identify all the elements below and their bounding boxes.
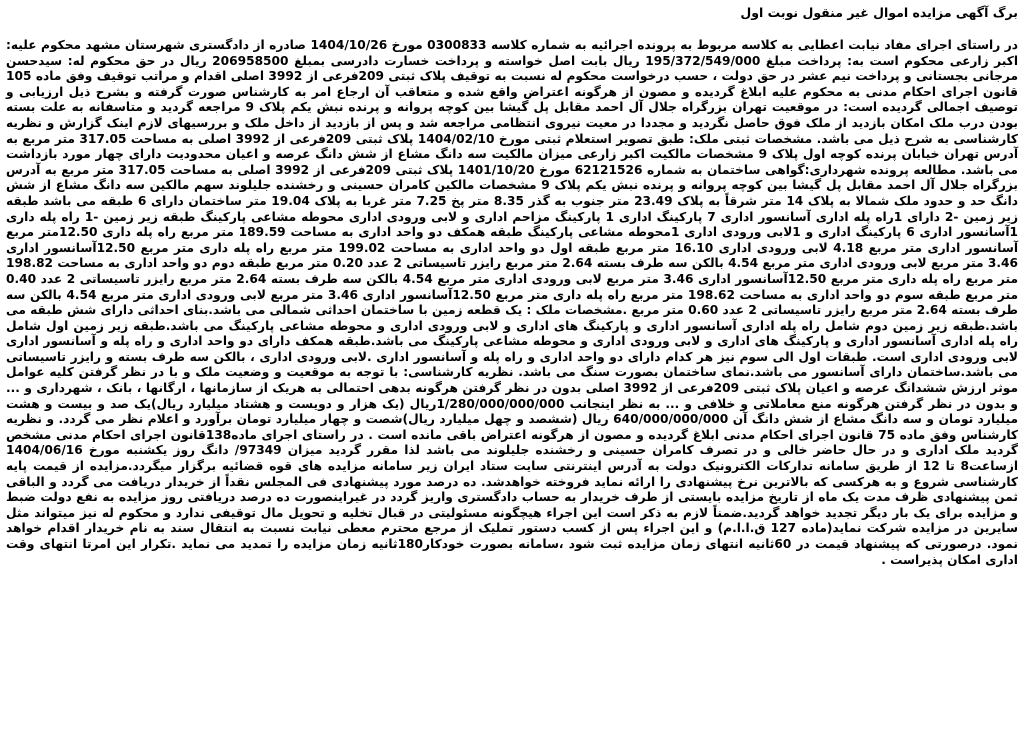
notice-body-text: در راستای اجرای مفاد نیابت اعطایی به کلاسه مربوط به پرونده اجرائیه به شماره کلاسه 0300833 مورخ 1404/10/26 صادره از دادگستری شهرستان مشهد محکوم علیه: اکبر زارعی محکوم است به: پرداخت مبلغ 195/372/549/000 ریال بابت اصل خواسته و پرداخت خسارت دادرسی بمبلغ 206958500 ریال در حق محکوم له: سیدحسن مرجانی بجستانی و پرداخت نیم عشر در حق دولت ، حسب درخواست محکوم له نسبت به توقیف پلاک ثبتی 209فرعی از 3992 اصلی اقدام و مراتب توقیف وفق ماده 105 قانون اجرای احکام مدنی به محکوم علیه ابلاغ گردیده و مصون از هرگونه اعتراض واقع شده و متعاقب آن ارجاع امر به کارشناس صورت گرفته و بشرح ذیل ارزیابی و توصیف اجمالی گردیده است: در موقعیت تهران بزرگراه جلال آل احمد مقابل پل گیشا بین کوچه پروانه و پرنده نبش یکم پلاک 9 مراجعه گردید و متاسفانه به علت بسته بودن درب ملک امکان بازدید از ملک فوق حاصل نگردید و مجددا در معیت نیروی انتظامی مراجعه شد و پس از بازدید از داخل ملک و بررسیهای لازم اینک گزارش و نظریه کارشناسی به شرح ذیل می باشد. مشخصات ثبتی ملک: طبق تصویر استعلام ثبتی مورخ 1404/02/10 پلاک ثبتی 209فرعی از 3992 اصلی به مساحت 317.05 متر مربع به آدرس تهران خیابان پرنده کوچه اول پلاک 9 مشخصات مالکیت اکبر زارعی میزان مالکیت سه دانگ مشاع از شش دانگ عرصه و اعیان محدودیت دارای چهار مورد بازداشت می باشد. مطالعه پرونده شهرداری:گواهی ساختمان به شماره 62121526 مورخ 1401/10/20 پلاک ثبتی 209فرعی از 3992 اصلی به مساحت 317.05 متر مربع به آدرس بزرگراه جلال آل احمد مقابل پل گیشا بین کوچه پروانه و پرنده نبش یکم پلاک 9 مشخصات مالکین کامران حسینی و رخشنده جلیلوند سهم مالکین سه دانگ مشاع از شش دانگ حد و حدود ملک شمالا به پلاک 14 متر شرقاً به پلاک 23.49 متر جنوب به گذر 8.35 متر پخ 7.25 متر غربا به پلاک 19.04 متر ساختمان دارای 6 طبقه می باشد طبقه زیر زمین -2 دارای 1راه پله اداری آسانسور اداری 7 پارکینگ اداری 1 پارکینگ مزاحم اداری و لابی ورودی اداری محوطه مشاعی پارکینگ طبقه زیر زمین -1 راه پله داری 1آسانسور اداری 6 پارکینگ اداری و 1لابی ورودی اداری 1محوطه مشاعی پارکینگ طبقه همکف دو واحد اداری به مساحت 189.59 متر مربع راه پله داری 12.50متر مربع آسانسور اداری متر مربع 4.18 لابی ورودی اداری 16.10 متر مربع طبقه اول دو واحد اداری به مساحت 199.02 متر مربع راه پله داری متر مربع 12.50آسانسور اداری 3.46 متر مربع لابی ورودی اداری متر مربع 4.54 بالکن سه طرف بسته 2.64 متر مربع رایزر تاسیساتی 2 عدد 0.20 متر مربع طبقه دوم دو واحد اداری به مساحت 198.82 متر مربع راه پله داری متر مربع 12.50آسانسور اداری 3.46 متر مربع لابی ورودی اداری متر مربع 4.54 بالکن سه طرف بسته 2.64 متر مربع رایزر تاسیساتی 2 عدد 0.40 متر مربع طبقه سوم دو واحد اداری به مساحت 198.62 متر مربع راه پله داری متر مربع 12.50آسانسور اداری 3.46 متر مربع لابی ورودی اداری متر مربع 4.54 بالکن سه طرف بسته 2.64 متر مربع رایزر تاسیساتی 2 عدد 0.60 متر مربع .مشخصات ملک : یک قطعه زمین با ساختمان احداثی شمالی می باشد.بنای احداثی دارای شش طبقه می باشد.طبقه زیر زمین دوم شامل راه پله اداری آسانسور اداری و پارکینگ های اداری و لابی ورودی اداری و محوطه مشاعی پارکینگ می باشد.طبقه زیر زمین اول شامل راه پله اداری آسانسور اداری و پارکینگ های اداری و لابی ورودی اداری و محوطه مشاعی پارکینگ می باشد.طبقه همکف دارای دو واحد اداری و راه پله و آسانسور اداری لابی ورودی اداری است. طبقات اول الی سوم نیز هر کدام دارای دو واحد اداری و راه پله و آسانسور اداری .لابی ورودی اداری ، بالکن سه طرف بسته و رایزر تاسیساتی می باشد.ساختمان دارای آسانسور می باشد.نمای ساختمان بصورت سنگ می باشد. نظریه کارشناسی: با توجه به موقعیت و وضعیت ملک و با در نظر گرفتن کلیه عوامل موثر ارزش ششدانگ عرصه و اعیان پلاک ثبتی 209فرعی از 3992 اصلی بدون در نظر گرفتن هرگونه بدهی احتمالی به هریک از سازمانها ، ارگانها ، بانک ، شهرداری و ... و بدون در نظر گرفتن هرگونه منع معاملاتی و خلافی و ... به نظر اینجانب 1/280/000/000/000ریال (یک هزار و دویست و هشتاد میلیارد ریال)یک صد و بیست و هشت میلیارد تومان و سه دانگ مشاع از شش دانگ آن 640/000/000/000 ریال (ششصد و چهل میلیارد ریال)شصت و چهار میلیارد تومان برآورد و اعلام نظر می گردد. و نظریه کارشناس وفق ماده 75 قانون اجرای احکام مدنی ابلاغ گردیده و مصون از هرگونه اعتراض باقی مانده است . در راستای اجرای ماده138قانون اجرای احکام مدنی مشخص گردید ملک اداری و در حال حاضر خالی و در تصرف کامران حسینی و رخشنده جلیلوند می باشد لذا مقرر گردید میزان 97349/ دانگ روز یکشنبه مورخ 1404/06/16 ازساعت8 تا 12 از طریق سامانه تدارکات الکترونیک دولت به آدرس اینترنتی سایت ستاد ایران زیر سامانه مزایده های قوه قضائیه برگزار میگردد.مزایده از قیمت پایه کارشناسی شروع و به هرکسی که بالاترین نرخ پیشنهادی را ارائه نماید فروخته خواهدشد. ده درصد مورد پیشنهادی فی المجلس نقداً از خریدار دریافت می گردد و الباقی ثمن پیشنهادی ظرف مدت یک ماه از تاریخ مزایده بایستی از طرف خریدار به حساب دادگستری واریز گردد در غیراینصورت ده درصد دریافتی روز مزایده به نفع دولت ضبط و مزایده برای یک بار دیگر تجدید خواهد گردید.ضمناً لازم به ذکر است این اجراء هیچگونه مسئولیتی در قبال تخلیه و تحویل مال توقیفی ندارد و محکوم له نیز میتواند مثل سایرین در مزایده شرکت نماید(ماده 127 ق.ا.ا.م) و این اجراء پس از کسب دستور تملیک از مرجع محترم معطی نیابت نسبت به انتقال سند به نام خریدار اقدام خواهد نمود. درصورتی که پیشنهاد قیمت در 60ثانیه انتهای زمان مزایده ثبت شود ،سامانه بصورت خودکار180ثانیه زمان مزایده را تمدید می نماید .تکرار این امرتا انتهای وقت اداری امکان پذیراست . bbox=[6, 38, 1019, 567]
notice-title: برگ آگهی مزایده اموال غیر منقول نوبت اول bbox=[740, 5, 1018, 20]
